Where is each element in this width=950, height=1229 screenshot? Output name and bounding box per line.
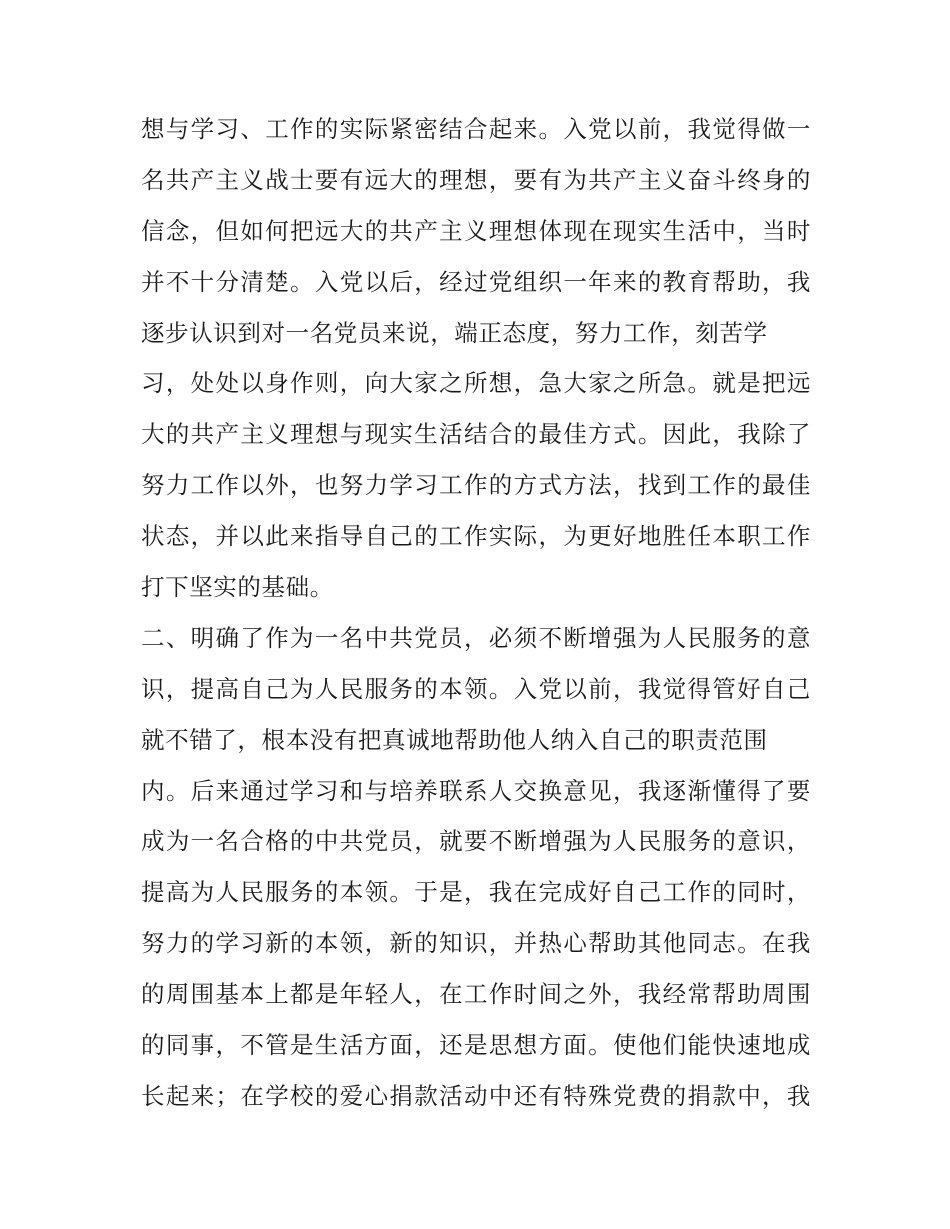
text-line: 二、明确了作为一名中共党员，必须不断增强为人民服务的意 <box>141 623 811 652</box>
text-line: 长起来；在学校的爱心捐款活动中还有特殊党费的捐款中，我 <box>141 1081 811 1110</box>
text-line: 状态，并以此来指导自己的工作实际，为更好地胜任本职工作 <box>141 522 811 551</box>
body-text <box>141 109 821 1127</box>
text-line: 名共产主义战士要有远大的理想，要有为共产主义奋斗终身的 <box>141 165 811 194</box>
text-line: 的周围基本上都是年轻人，在工作时间之外，我经常帮助周围 <box>141 980 811 1009</box>
text-line: 识，提高自己为人民服务的本领。入党以前，我觉得管好自己 <box>141 674 811 703</box>
text-line: 提高为人民服务的本领。于是，我在完成好自己工作的同时， <box>141 878 811 907</box>
text-line: 努力的学习新的本领，新的知识，并热心帮助其他同志。在我 <box>141 929 811 958</box>
text-line: 打下坚实的基础。 <box>141 573 334 602</box>
text-line: 努力工作以外，也努力学习工作的方式方法，找到工作的最佳 <box>141 471 811 500</box>
text-line: 就不错了，根本没有把真诚地帮助他人纳入自己的职责范围 <box>141 725 768 754</box>
text-line: 并不十分清楚。入党以后，经过党组织一年来的教育帮助，我 <box>141 267 811 296</box>
text-line: 逐步认识到对一名党员来说，端正态度，努力工作，刻苦学 <box>141 318 768 347</box>
text-line: 成为一名合格的中共党员，就要不断增强为人民服务的意识， <box>141 827 811 856</box>
text-line: 习，处处以身作则，向大家之所想，急大家之所急。就是把远 <box>141 369 811 398</box>
text-line: 想与学习、工作的实际紧密结合起来。入党以前，我觉得做一 <box>141 115 811 143</box>
text-line: 信念，但如何把远大的共产主义理想体现在现实生活中，当时 <box>141 216 811 245</box>
text-line: 大的共产主义理想与现实生活结合的最佳方式。因此，我除了 <box>141 420 811 449</box>
text-line: 的同事，不管是生活方面，还是思想方面。使他们能快速地成 <box>141 1031 811 1060</box>
text-line: 内。后来通过学习和与培养联系人交换意见，我逐渐懂得了要 <box>141 776 811 805</box>
